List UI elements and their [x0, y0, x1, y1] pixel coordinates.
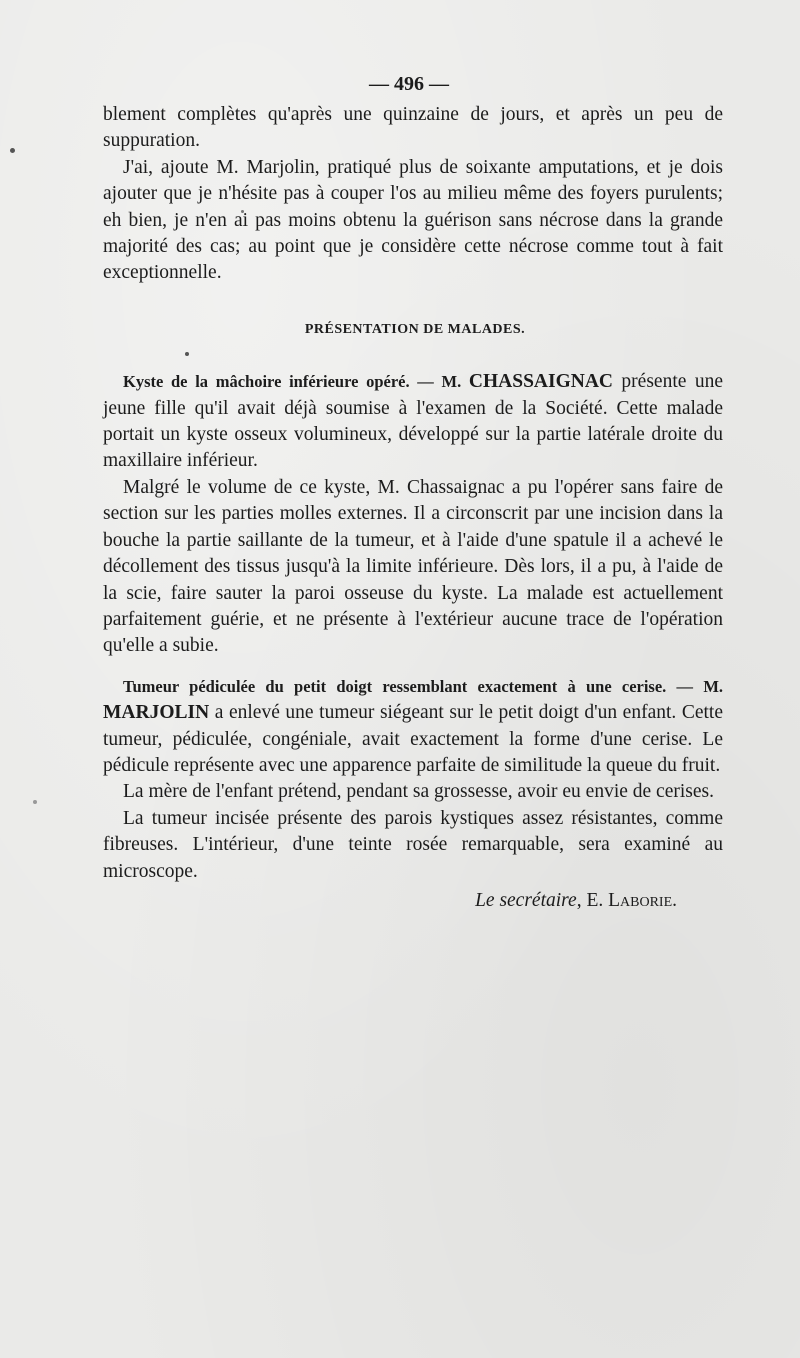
- case-jaw-cyst-presenter-prefix: M.: [441, 372, 469, 392]
- section-heading: PRÉSENTATION DE MALADES.: [304, 321, 526, 337]
- case-finger-tumor-presenter-prefix: M.: [703, 676, 724, 696]
- signature-role: Le secrétaire: [475, 889, 577, 911]
- case-jaw-cyst-dash: —: [409, 372, 442, 392]
- case-jaw-cyst-operation-paragraph: Malgré le volume de ce kyste, M. Chassaignac a pu l'opérer sans faire de section sur les parties molles externes. Il a circonscrit par une incision dans la bouche la partie saillante de la tumeur, et à l'aide d'une spatule il a achevé le décollement des tissus jusqu'à la limite inférieure. Dès lors, il a pu, à l'aide de la scie, faire sauter la paroi osseuse du kyste. La malade est actuellement parfaitement guérie, et ne présente à l'extérieur aucune trace de l'opération qu'elle a subie.: [103, 476, 723, 657]
- case-finger-tumor-mother-paragraph: La mère de l'enfant prétend, pendant sa grossesse, avoir eu envie de cerises.: [123, 781, 714, 803]
- marjolin-remarks-paragraph: J'ai, ajoute M. Marjolin, pratiqué plus de soixante amputations, et je dois ajouter que je n'hésite pas à couper l'os au milieu même des foyers purulents; eh bien, je n'en ai pas moins obtenu la guérison sans nécrose dans la grande majorité des cas; au point que je considère cette nécrose comme tout à fait exceptionnelle.: [103, 156, 723, 284]
- case-finger-tumor-incision-paragraph: La tumeur incisée présente des parois kystiques assez résistantes, comme fibreuses. L'intérieur, d'une teinte rosée remarquable, sera examiné au microscope.: [103, 807, 723, 882]
- signature: [103, 888, 723, 914]
- case-jaw-cyst: [103, 369, 723, 659]
- signature-name: E. Laborie.: [586, 889, 677, 911]
- case-spacer: [103, 660, 723, 674]
- case-jaw-cyst-presenter: CHASSAIGNAC: [468, 371, 613, 393]
- case-finger-tumor-lead-paragraph: [103, 674, 723, 780]
- case-jaw-cyst-lead-text: présente une jeune fille qu'il avait déjà soumise à l'examen de la Société. Cette malade portait un kyste osseux volumineux, développé sur la partie latérale droite du maxillaire inférieur.: [103, 371, 723, 472]
- continued-paragraph: blement complètes qu'après une quinzaine de jours, et après un peu de suppuration.: [103, 104, 723, 152]
- ink-speck: [33, 800, 37, 804]
- case-jaw-cyst-lead-paragraph: [103, 369, 723, 475]
- signature-separator: ,: [576, 889, 587, 911]
- case-jaw-cyst-title: Kyste de la mâchoire inférieure opéré.: [123, 372, 410, 392]
- page-number: — 496 —: [369, 73, 449, 95]
- case-finger-tumor-lead-text: a enlevé une tumeur siégeant sur le petit doigt d'un enfant. Cette tumeur, pédiculée, congéniale, avait exactement la forme d'une cerise. Le pédicule représente avec une apparence parfaite de similitude la queue du fruit.: [103, 702, 723, 776]
- ink-speck: [10, 148, 15, 153]
- case-finger-tumor-presenter: MARJOLIN: [103, 702, 210, 724]
- text-column: [103, 66, 723, 914]
- case-finger-tumor-title: Tumeur pédiculée du petit doigt ressemblant exactement à une cerise.: [123, 676, 667, 696]
- case-finger-tumor-dash: —: [666, 676, 704, 696]
- case-finger-tumor: [103, 674, 723, 885]
